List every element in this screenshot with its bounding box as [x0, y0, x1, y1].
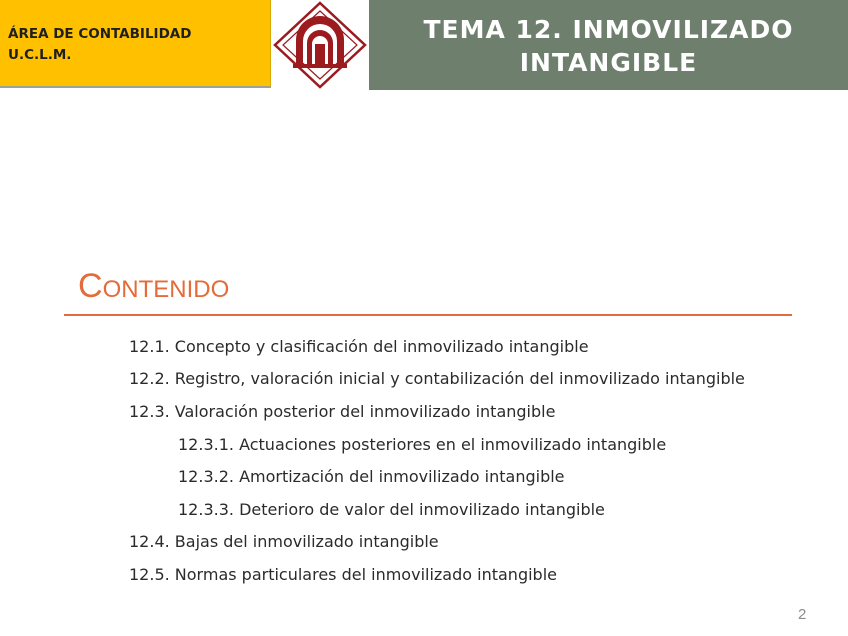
toc-subitem: 12.3.2. Amortización del inmovilizado intangible	[178, 467, 565, 486]
department-name: ÁREA DE CONTABILIDAD	[8, 26, 192, 42]
toc-subitem: 12.3.3. Deterioro de valor del inmovilizado intangible	[178, 500, 605, 519]
toc-item: 12.4. Bajas del inmovilizado intangible	[129, 532, 439, 551]
section-heading-rest: ONTENIDO	[102, 276, 230, 303]
toc-item: 12.5. Normas particulares del inmovilizado intangible	[129, 565, 557, 584]
title-box	[369, 0, 848, 90]
slide-title	[369, 13, 848, 79]
university-abbr: U.C.L.M.	[8, 47, 72, 63]
logo-box	[271, 0, 369, 90]
section-heading-initial: C	[78, 267, 103, 305]
department-box	[0, 0, 271, 88]
slide-title-line1: TEMA 12. INMOVILIZADO	[423, 15, 794, 44]
slide-title-line2: INTANGIBLE	[519, 48, 698, 77]
toc-item: 12.2. Registro, valoración inicial y contabilización del inmovilizado intangible	[129, 369, 745, 388]
toc-subitem: 12.3.1. Actuaciones posteriores en el inmovilizado intangible	[178, 435, 667, 454]
toc-item: 12.3. Valoración posterior del inmovilizado intangible	[129, 402, 556, 421]
uclm-logo-icon	[271, 0, 369, 90]
toc-item: 12.1. Concepto y clasificación del inmovilizado intangible	[129, 337, 589, 356]
heading-underline	[64, 314, 792, 316]
slide-header	[0, 0, 848, 90]
department-label	[8, 24, 191, 66]
section-heading	[78, 267, 229, 306]
page-number: 2	[798, 606, 807, 623]
